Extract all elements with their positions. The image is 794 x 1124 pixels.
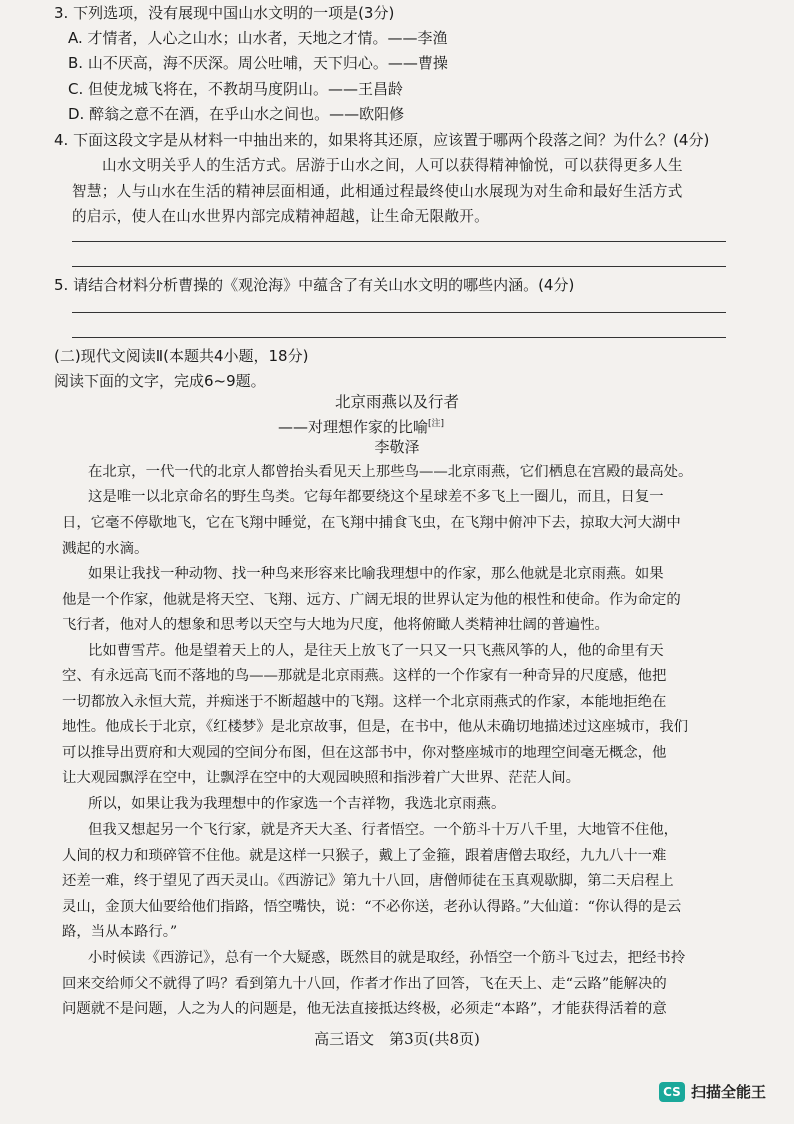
body-line: 还差一难，终于望见了西天灵山。《西游记》第九十八回，唐僧师徒在玉真观歇脚，第二天启程上 xyxy=(62,873,674,889)
body-line: 所以，如果让我为我理想中的作家选一个吉祥物，我选北京雨燕。 xyxy=(88,796,506,812)
body-line: 在北京，一代一代的北京人都曾抬头看见天上那些鸟——北京雨燕，它们栖息在宫殿的最高处。 xyxy=(88,464,693,480)
body-line: 但我又想起另一个飞行家，就是齐天大圣、行者悟空。一个筋斗十万八千里，大地管不住他， xyxy=(88,822,679,838)
note-mark: [注] xyxy=(428,419,445,429)
section-instruction: 阅读下面的文字，完成6~9题。 xyxy=(54,372,266,390)
body-line: 比如曹雪芹。他是望着天上的人，是往天上放飞了一只又一只飞燕风筝的人，他的命里有天 xyxy=(88,643,664,659)
q4-quote-line: 的启示，使人在山水世界内部完成精神超越，让生命无限敞开。 xyxy=(72,208,490,225)
q3-option-c: C. 但使龙城飞将在，不教胡马度阴山。——王昌龄 xyxy=(68,80,404,98)
body-line: 让大观园飘浮在空中，让飘浮在空中的大观园映照和指涉着广大世界、茫茫人间。 xyxy=(62,770,581,786)
body-line: 可以推导出贾府和大观园的空间分布图，但在这部书中，你对整座城市的地理空间毫无概念，他 xyxy=(62,745,667,761)
body-line: 灵山，金顶大仙要给他们指路，悟空嘴快，说：“不必你送，老孙认得路。”大仙道：“你认得的是云 xyxy=(62,899,682,915)
camscanner-icon: CS xyxy=(659,1082,685,1102)
body-line: 溅起的水滴。 xyxy=(62,541,149,557)
body-line: 人间的权力和琐碎管不住他。就是这样一只猴子，戴上了金箍，跟着唐僧去取经，九九八十一难 xyxy=(62,848,667,864)
answer-line xyxy=(72,337,726,338)
q3-stem: 3. 下列选项，没有展现中国山水文明的一项是(3分) xyxy=(54,4,395,22)
article-title: 北京雨燕以及行者 xyxy=(334,393,459,411)
scanner-label: 扫描全能王 xyxy=(691,1083,767,1101)
body-line: 路，当从本路行。” xyxy=(62,924,178,940)
page-footer: 高三语文 第3页(共8页) xyxy=(314,1030,480,1048)
body-line: 小时候读《西游记》，总有一个大疑惑，既然目的就是取经，孙悟空一个筋斗飞过去，把经书拎 xyxy=(88,950,686,966)
body-line: 他是一个作家，他就是将天空、飞翔、远方、广阔无垠的世界认定为他的根性和使命。作为命定的 xyxy=(62,592,681,608)
body-line: 日，它毫不停歇地飞，它在飞翔中睡觉，在飞翔中捕食飞虫，在飞翔中俯冲下去，掠取大河大湖中 xyxy=(62,515,681,531)
body-line: 问题就不是问题，人之为人的问题是，他无法直接抵达终极，必须走“本路”，才能获得活着的意 xyxy=(62,1001,667,1017)
body-line: 回来交给师父不就得了吗？看到第九十八回，作者才作出了回答，飞在天上、走“云路”能解决的 xyxy=(62,976,667,992)
article-subtitle-text: ——对理想作家的比喻 xyxy=(278,418,429,436)
body-line: 这是唯一以北京命名的野生鸟类。它每年都要绕这个星球差不多飞上一圈儿，而且，日复一 xyxy=(88,489,664,505)
q4-quote-line: 智慧；人与山水在生活的精神层面相通，此相通过程最终使山水展现为对生命和最好生活方式 xyxy=(72,183,683,200)
q4-quote-line: 山水文明关乎人的生活方式。居游于山水之间，人可以获得精神愉悦，可以获得更多人生 xyxy=(102,157,683,174)
q3-option-a: A. 才情者，人心之山水；山水者，天地之才情。——李渔 xyxy=(68,29,448,47)
scanner-watermark xyxy=(659,1081,766,1102)
q5-stem: 5. 请结合材料分析曹操的《观沧海》中蕴含了有关山水文明的哪些内涵。(4分) xyxy=(54,276,575,294)
answer-line xyxy=(72,241,726,242)
article-subtitle xyxy=(278,413,444,438)
article-author: 李敬泽 xyxy=(374,438,420,456)
answer-line xyxy=(72,312,726,313)
q3-option-d: D. 醉翁之意不在酒，在乎山水之间也。——欧阳修 xyxy=(68,105,405,123)
q4-stem: 4. 下面这段文字是从材料一中抽出来的，如果将其还原，应该置于哪两个段落之间？为什么？(4分) xyxy=(54,131,710,149)
body-line: 如果让我找一种动物、找一种鸟来形容来比喻我理想中的作家，那么他就是北京雨燕。如果 xyxy=(88,566,664,582)
body-line: 一切都放入永恒大荒，并痴迷于不断超越中的飞翔。这样一个北京雨燕式的作家，本能地拒绝在 xyxy=(62,694,667,710)
body-line: 地性。他成长于北京，《红楼梦》是北京故事，但是，在书中，他从未确切地描述过这座城市，我们 xyxy=(62,719,688,735)
section-header: (二)现代文阅读Ⅱ(本题共4小题，18分) xyxy=(54,347,309,365)
body-line: 空、有永远高飞而不落地的鸟——那就是北京雨燕。这样的一个作家有一种奇异的尺度感，他把 xyxy=(62,668,667,684)
q3-option-b: B. 山不厌高，海不厌深。周公吐哺，天下归心。——曹操 xyxy=(68,54,448,72)
body-line: 飞行者，他对人的想象和思考以天空与大地为尺度，他将俯瞰人类精神壮阔的普遍性。 xyxy=(62,617,609,633)
answer-line xyxy=(72,266,726,267)
